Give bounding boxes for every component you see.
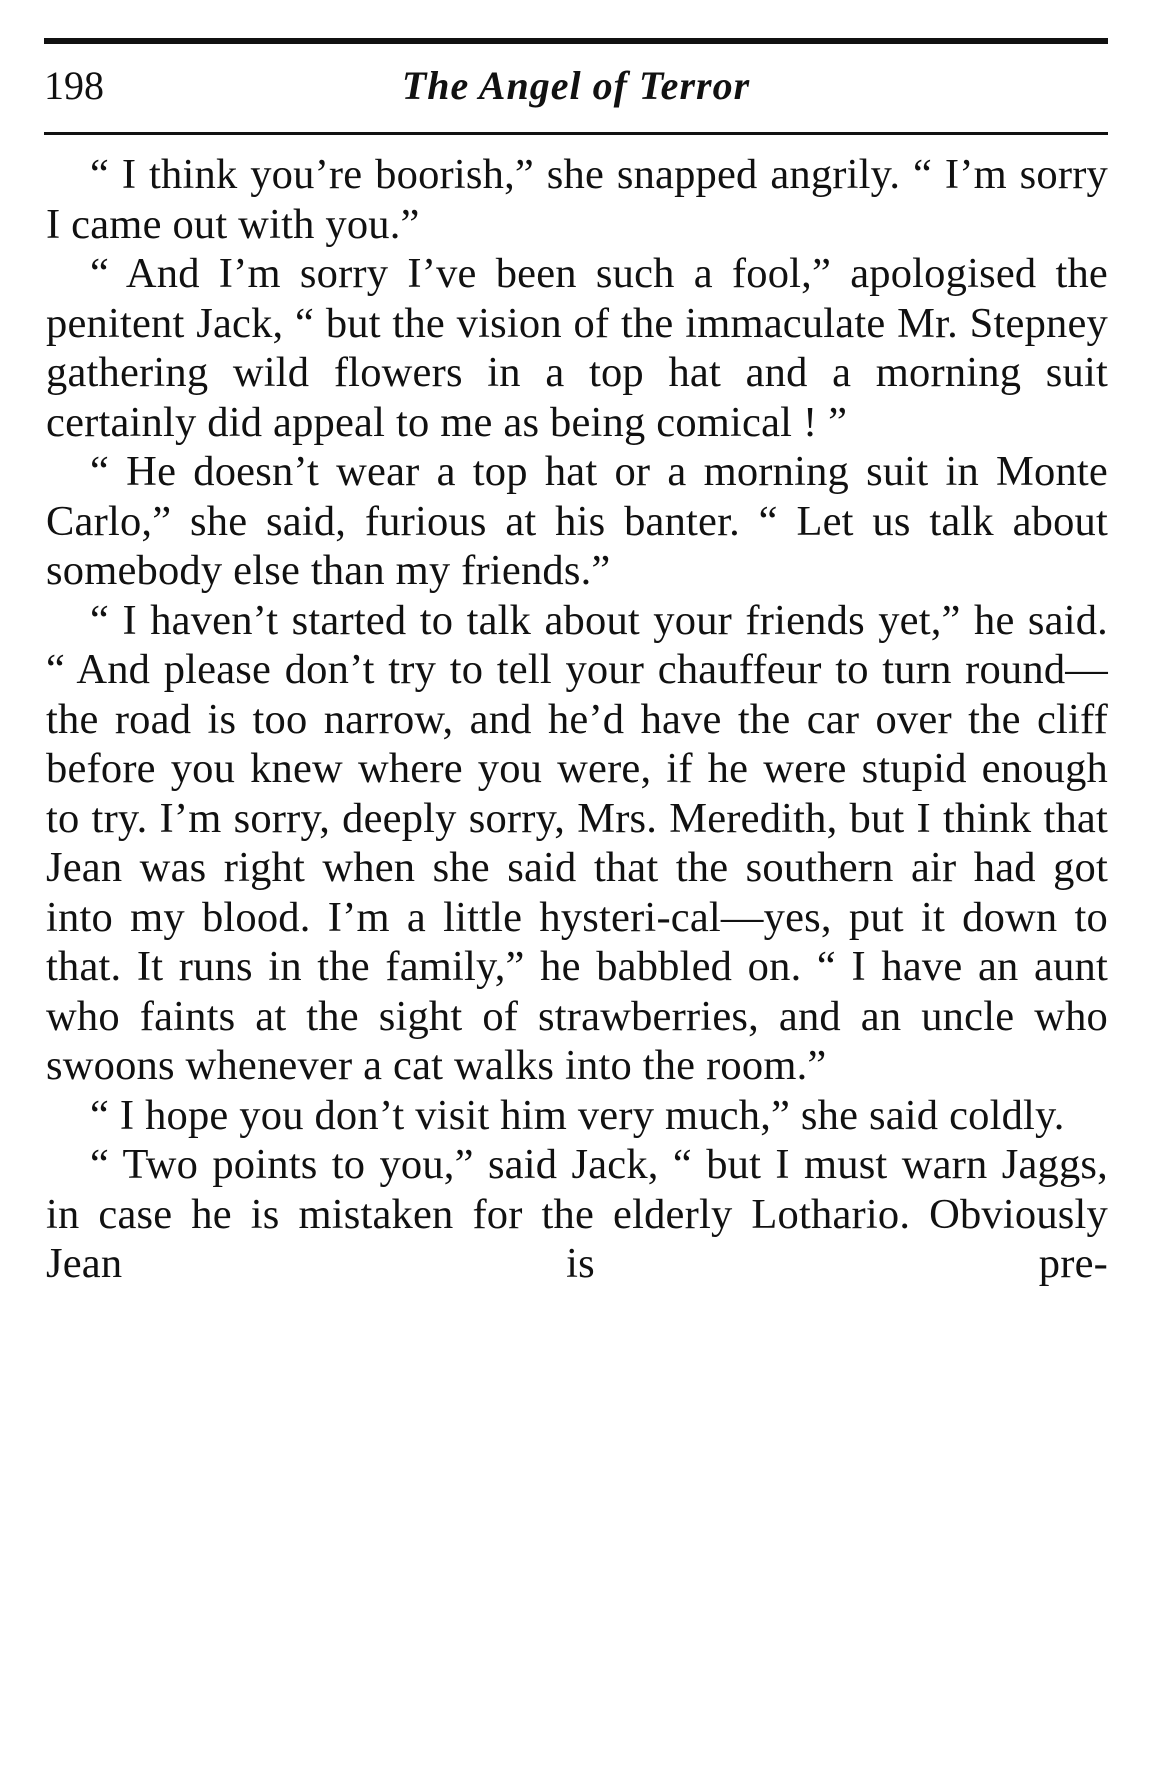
paragraph: “ I hope you don’t visit him very much,” she said coldly. bbox=[90, 1091, 1065, 1139]
body-text bbox=[46, 150, 1108, 1289]
paragraph: “ And I’m sorry I’ve been such a fool,” apologised the penitent Jack, “ but the vision of the immaculate Mr. Stepney gathering wild flowers in a top hat and a morning suit certainly did appeal to me as being comical ! ” bbox=[46, 250, 1108, 446]
paragraph: “ I haven’t started to talk about your friends yet,” he said. “ And please don’t try to tell your chauffeur to turn round—the road is too narrow, and he’d have the car over the cliff before you knew where you were, if he were stupid enough to try. I’m sorry, deeply sorry, Mrs. Meredith, but I think that Jean was right when she said that the southern air had got into my blood. I’m a little hysteri-cal—yes, put it down to that. It runs in the family,” he babbled on. “ I have an aunt who faints at the sight of strawberries, and an uncle who swoons whenever a cat walks into the room.” bbox=[46, 596, 1108, 1089]
top-rule bbox=[44, 38, 1108, 44]
paragraph: “ Two points to you,” said Jack, “ but I must warn Jaggs, in case he is mistaken for the elderly Lothario. Obviously Jean is pre- bbox=[46, 1141, 1108, 1287]
paragraph: “ He doesn’t wear a top hat or a morning suit in Monte Carlo,” she said, furious at his banter. “ Let us talk about somebody else than my friends.” bbox=[46, 448, 1108, 594]
book-title: The Angel of Terror bbox=[401, 63, 751, 108]
page-number: 198 bbox=[44, 63, 104, 108]
header-rule bbox=[44, 132, 1108, 135]
paragraph: “ I think you’re boorish,” she snapped angrily. “ I’m sorry I came out with you.” bbox=[46, 151, 1108, 248]
running-head bbox=[44, 56, 1108, 116]
